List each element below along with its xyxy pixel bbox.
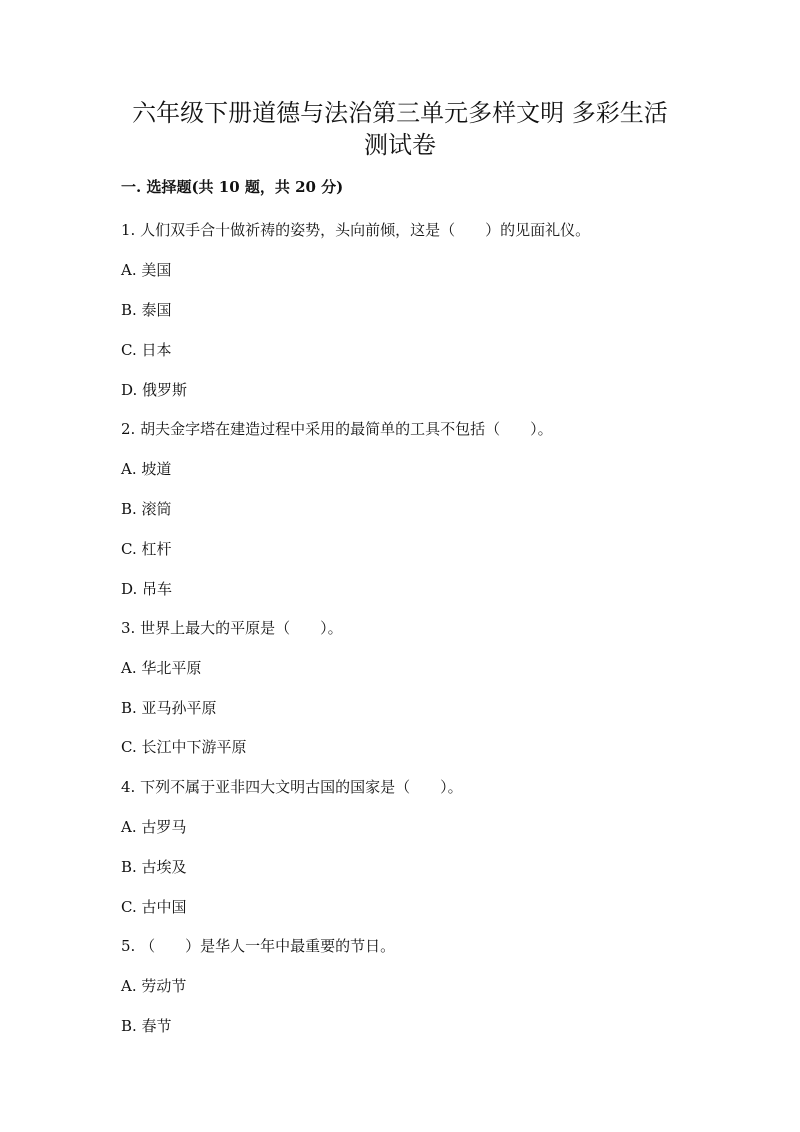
question-3-option-a: A. 华北平原 xyxy=(121,659,202,677)
question-2-option-a: A. 坡道 xyxy=(121,460,172,478)
question-4-option-b: B. 古埃及 xyxy=(121,858,187,876)
question-1-option-b: B. 泰国 xyxy=(121,301,172,319)
question-5-option-b: B. 春节 xyxy=(121,1017,172,1035)
page-title-line1: 六年级下册道德与法治第三单元多样文明 多彩生活 xyxy=(132,99,668,127)
question-2-option-d: D. 吊车 xyxy=(121,580,173,598)
question-1-option-a: A. 美国 xyxy=(121,261,172,279)
question-2-option-c: C. 杠杆 xyxy=(121,540,172,558)
section-heading: 一. 选择题(共 10 题，共 20 分) xyxy=(121,178,344,196)
question-1-option-d: D. 俄罗斯 xyxy=(121,381,188,399)
page-title-line2: 测试卷 xyxy=(364,131,436,159)
question-5-option-a: A. 劳动节 xyxy=(121,977,187,995)
question-3-stem: 3. 世界上最大的平原是（ ）。 xyxy=(121,619,343,637)
question-4-option-a: A. 古罗马 xyxy=(121,818,187,836)
question-1-stem: 1. 人们双手合十做祈祷的姿势，头向前倾，这是（ ）的见面礼仪。 xyxy=(121,221,591,239)
question-3-option-b: B. 亚马孙平原 xyxy=(121,699,217,717)
question-2-option-b: B. 滚筒 xyxy=(121,500,172,518)
question-3-option-c: C. 长江中下游平原 xyxy=(121,738,247,756)
question-4-option-c: C. 古中国 xyxy=(121,898,187,916)
question-4-stem: 4. 下列不属于亚非四大文明古国的国家是（ ）。 xyxy=(121,778,463,796)
question-2-stem: 2. 胡夫金字塔在建造过程中采用的最简单的工具不包括（ ）。 xyxy=(121,420,553,438)
question-1-option-c: C. 日本 xyxy=(121,341,172,359)
question-5-stem: 5. （ ）是华人一年中最重要的节日。 xyxy=(121,937,396,955)
